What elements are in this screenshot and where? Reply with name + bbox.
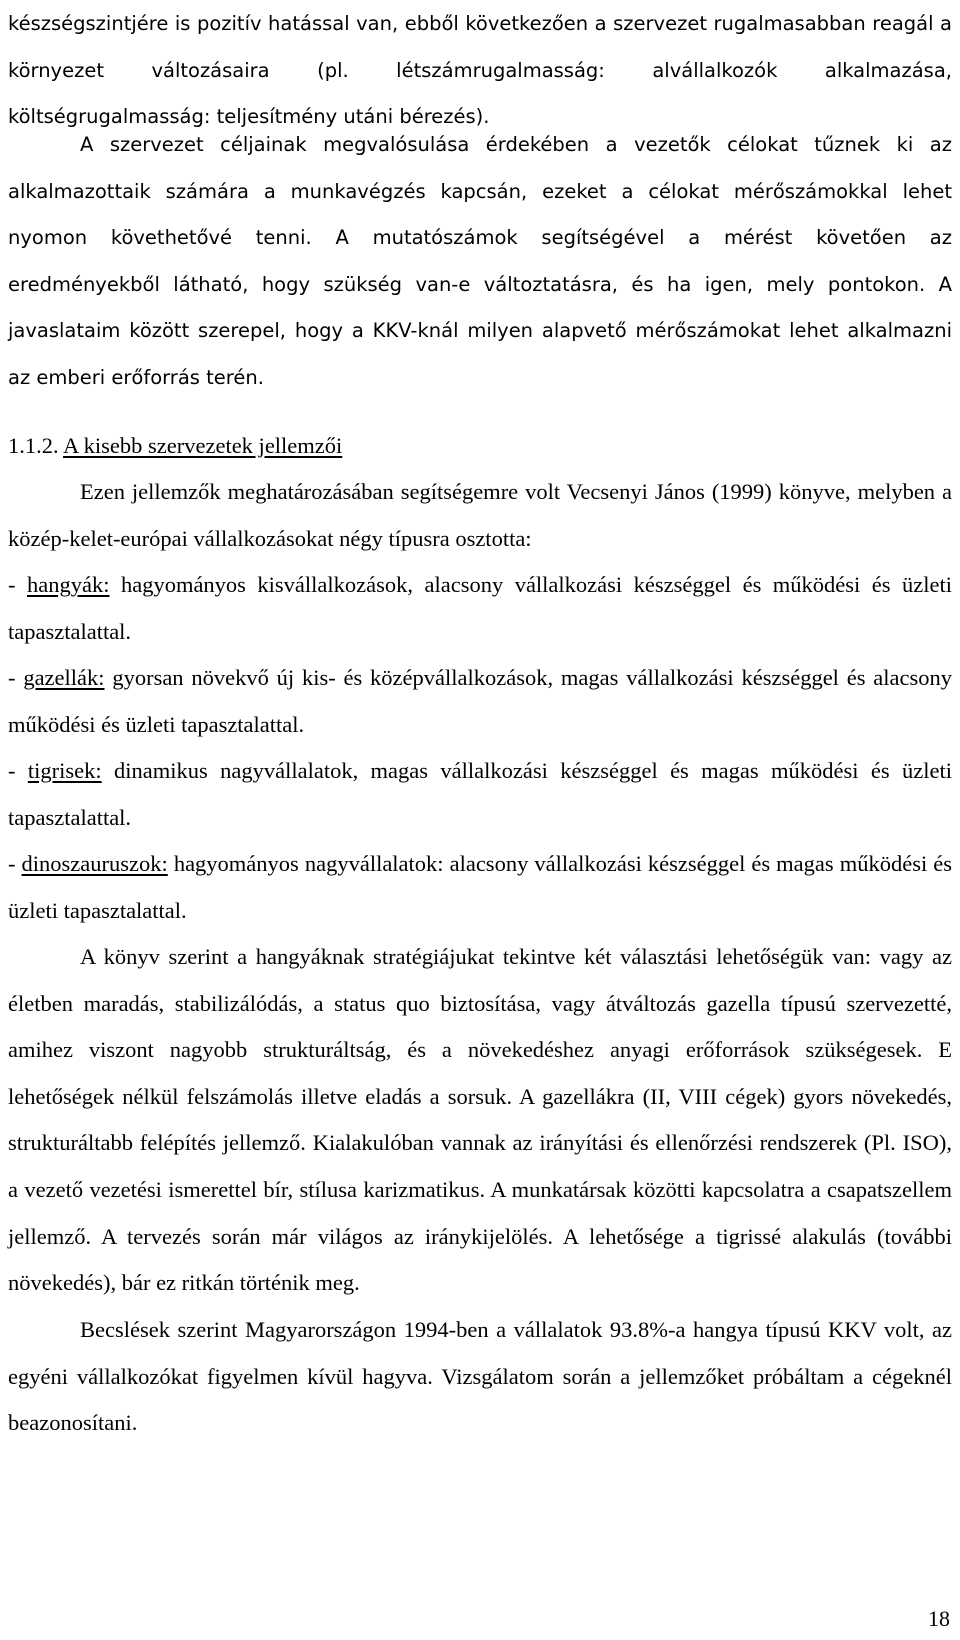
list-term: hangyák: (26, 572, 110, 597)
paragraph-intro-continuation: készségszintjére is pozitív hatással van, ebből következően a szervezet rugalmasabban reagál a környezet változásaira (pl. létszámrugalmasság: alvállalkozók alkalmazása, költségrugalmasság: teljesítmény utáni bérezés). (8, 12, 952, 128)
list-term: tigrisek: (27, 758, 102, 783)
list-text: dinamikus nagyvállalatok, magas vállalkozási készséggel és magas működési és üzleti tapasztalattal. (8, 758, 952, 830)
list-term: dinoszauruszok: (21, 851, 168, 876)
list-text: hagyományos nagyvállalatok: alacsony vállalkozási készséggel és magas működési és üzleti tapasztalattal. (8, 851, 952, 923)
list-item-tigrisek (8, 748, 952, 841)
paragraph-book-strategy: A könyv szerint a hangyáknak stratégiájukat tekintve két választási lehetőségük van: vagy az életben maradás, stabilizálódás, a status quo biztosítása, vagy átváltozás gazella típusú szervezetté, amihez viszont nagyobb strukturáltság, és a növekedéshez anyagi erőforrások szükségesek. E lehetőségek nélkül felszámolás illetve eladás a sorsuk. A gazellákra (II, VIII cégek) gyors növekedés, strukturáltabb felépítés jellemző. Kialakulóban vannak az irányítási és ellenőrzési rendszerek (Pl. ISO), a vezető vezetési ismerettel bír, stílusa karizmatikus. A munkatársak közötti kapcsolatra a csapatszellem jellemző. A tervezés során már világos az iránykijelölés. A lehetősége a tigrissé alakulás (további növekedés), bár ez ritkán történik meg. (8, 944, 952, 1296)
list-item-gazellak (8, 655, 952, 748)
list-dash: - (8, 572, 27, 597)
list-dash: - (8, 851, 22, 876)
paragraph-goals-metrics: A szervezet céljainak megvalósulása érdekében a vezetők célokat tűznek ki az alkalmazottaik számára a munkavégzés kapcsán, ezeket a célokat mérőszámokkal lehet nyomon követhetővé tenni. A mutatószámok segítségével a mérést követően az eredményekből látható, hogy szükség van-e változtatásra, és ha igen, mely pontokon. A javaslataim között szerepel, hogy a KKV-knál milyen alapvető mérőszámokat lehet alkalmazni az emberi erőforrás terén. (8, 133, 952, 389)
paragraph-estimates: Becslések szerint Magyarországon 1994-ben a vállalatok 93.8%-a hangya típusú KKV volt, az egyéni vállalkozókat figyelmen kívül hagyva. Vizsgálatom során a jellemzőket próbáltam a cégeknél beazonosítani. (8, 1317, 952, 1436)
list-item-hangyak (8, 562, 952, 655)
list-dash: - (8, 758, 28, 783)
list-text: gyorsan növekvő új kis- és középvállalkozások, magas vállalkozási készséggel és alacsony működési és üzleti tapasztalattal. (8, 665, 952, 737)
list-text: hagyományos kisvállalkozások, alacsony vállalkozási készséggel és működési és üzleti tapasztalattal. (8, 572, 952, 644)
list-item-dinoszauruszok (8, 841, 952, 934)
section-number: 1.1.2. (8, 433, 59, 458)
list-term: gazellák: (23, 665, 105, 690)
page-number: 18 (928, 1606, 950, 1631)
section-title: A kisebb szervezetek jellemzői (63, 433, 343, 458)
section-heading (8, 423, 952, 470)
paragraph-vecsenyi-intro: Ezen jellemzők meghatározásában segítségemre volt Vecsenyi János (1999) könyve, melyben a közép-kelet-európai vállalkozásokat négy típusra osztotta: (8, 479, 952, 551)
list-dash: - (8, 665, 24, 690)
